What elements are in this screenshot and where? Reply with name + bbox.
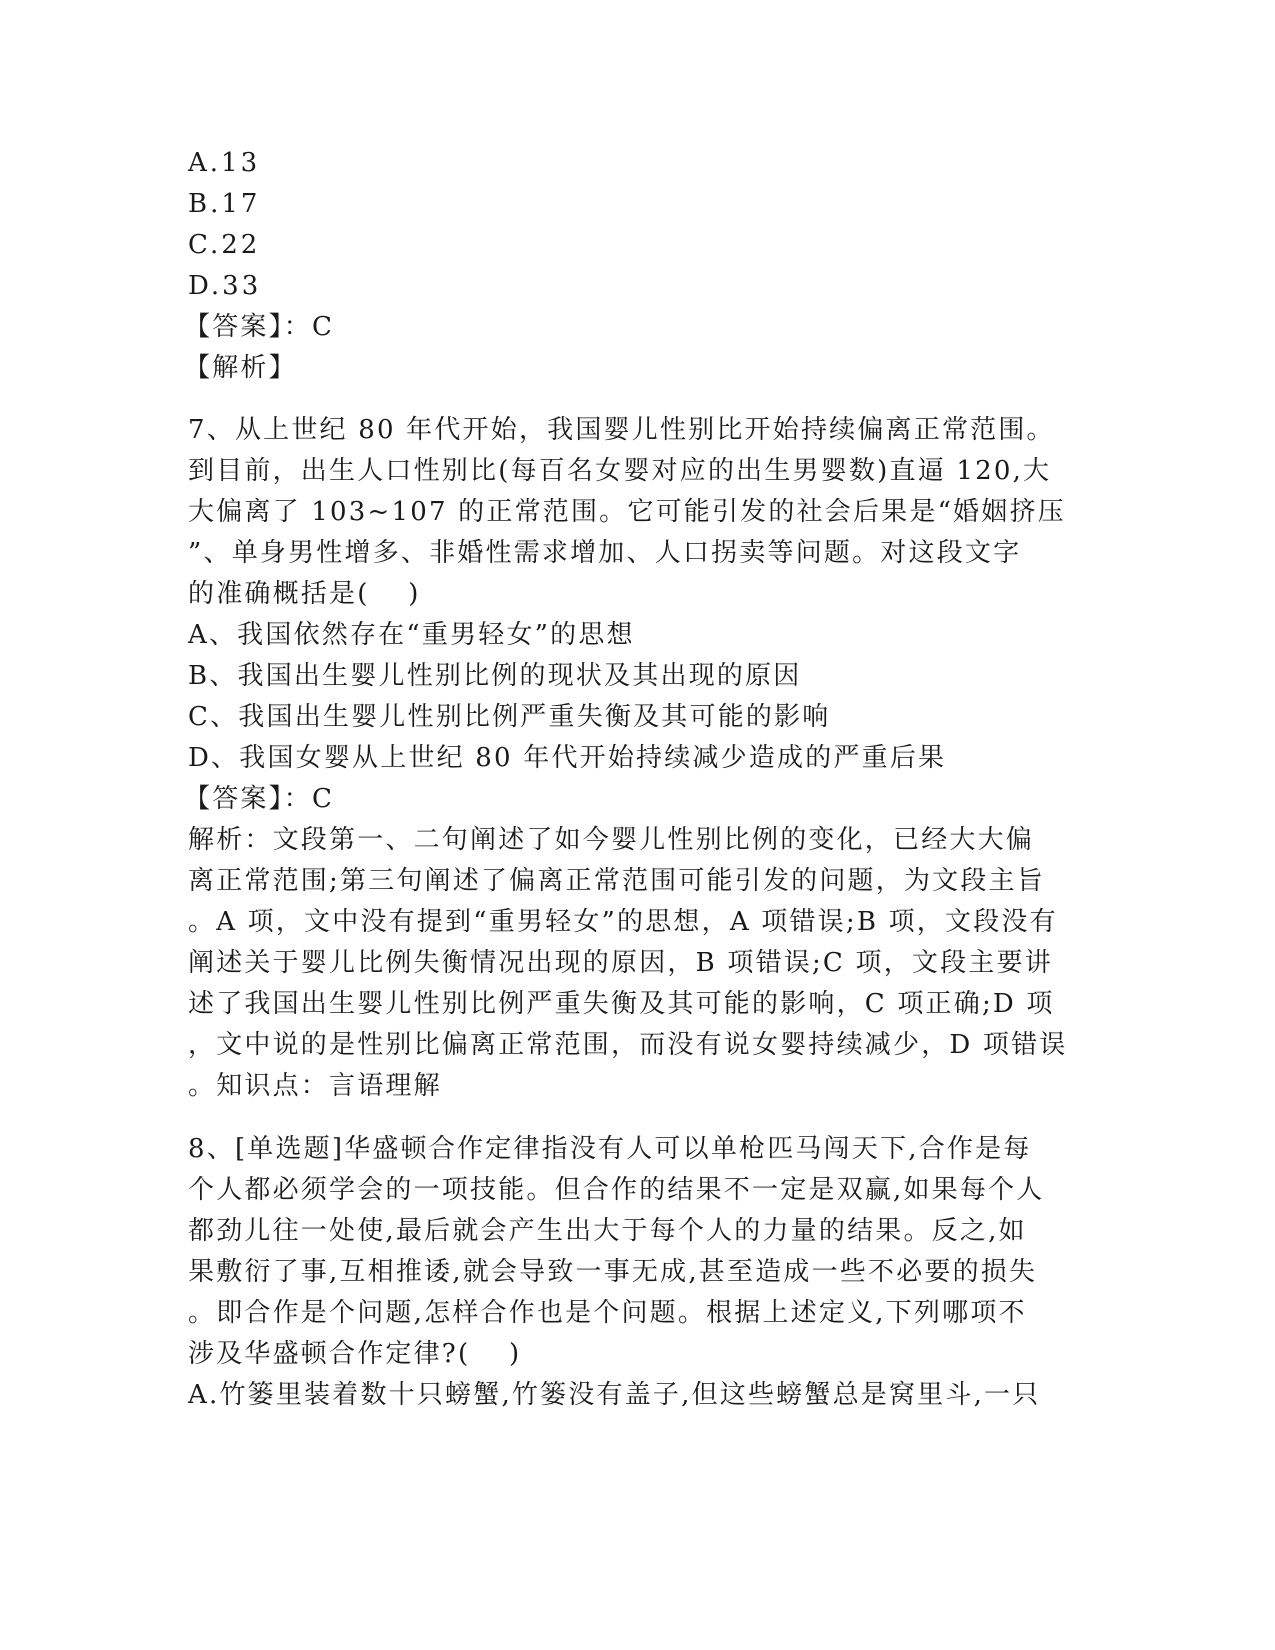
q7-analysis-line: 述了我国出生婴儿性别比例严重失衡及其可能的影响，C 项正确;D 项 bbox=[188, 989, 1055, 1019]
q7-option-c: C、我国出生婴儿性别比例严重失衡及其可能的影响 bbox=[188, 702, 831, 732]
q7-analysis-line: 阐述关于婴儿比例失衡情况出现的原因，B 项错误;C 项，文段主要讲 bbox=[188, 948, 1053, 978]
q8-stem-line: 果敷衍了事,互相推诿,就会导致一事无成,甚至造成一些不必要的损失 bbox=[188, 1257, 1038, 1287]
q8-stem-line: 都劲儿往一处使,最后就会产生出大于每个人的力量的结果。反之,如 bbox=[188, 1216, 1027, 1246]
q8-stem-line: 涉及华盛顿合作定律?( ) bbox=[188, 1339, 522, 1369]
q7-stem-line: ”、单身男性增多、非婚性需求增加、人口拐卖等问题。对这段文字 bbox=[188, 538, 1022, 568]
q6-option-b: B.17 bbox=[188, 189, 261, 219]
q8-stem-line: 个人都必须学会的一项技能。但合作的结果不一定是双赢,如果每个人 bbox=[188, 1175, 1045, 1205]
q7-option-b: B、我国出生婴儿性别比例的现状及其出现的原因 bbox=[188, 661, 802, 691]
q6-analysis-label: 【解析】 bbox=[184, 353, 297, 383]
q7-answer: 【答案】：C bbox=[184, 784, 335, 814]
q7-option-a: A、我国依然存在“重男轻女”的思想 bbox=[188, 620, 635, 650]
q7-stem-line: 大偏离了 103~107 的正常范围。它可能引发的社会后果是“婚姻挤压 bbox=[188, 497, 1066, 527]
q7-analysis-line: 。知识点：言语理解 bbox=[188, 1071, 442, 1101]
q8-stem-line: 。即合作是个问题,怎样合作也是个问题。根据上述定义,下列哪项不 bbox=[188, 1298, 1027, 1328]
q6-answer: 【答案】：C bbox=[184, 312, 335, 342]
q6-option-d: D.33 bbox=[188, 271, 262, 301]
q8-option-a: A.竹篓里装着数十只螃蟹,竹篓没有盖子,但这些螃蟹总是窝里斗,一只 bbox=[188, 1380, 1041, 1410]
q8-stem-line: 8、[单选题]华盛顿合作定律指没有人可以单枪匹马闯天下,合作是每 bbox=[188, 1134, 1032, 1164]
q7-analysis-line: 。A 项，文中没有提到“重男轻女”的思想，A 项错误;B 项，文段没有 bbox=[188, 907, 1058, 937]
q7-analysis-line: ，文中说的是性别比偏离正常范围，而没有说女婴持续减少，D 项错误 bbox=[188, 1030, 1068, 1060]
q6-option-a: A.13 bbox=[188, 148, 261, 178]
q7-stem-line: 7、从上世纪 80 年代开始，我国婴儿性别比开始持续偏离正常范围。 bbox=[188, 415, 1055, 445]
q7-analysis-line: 离正常范围;第三句阐述了偏离正常范围可能引发的问题，为文段主旨 bbox=[188, 866, 1045, 896]
q7-stem-line: 的准确概括是( ) bbox=[188, 579, 421, 609]
q6-option-c: C.22 bbox=[188, 230, 261, 260]
q7-option-d: D、我国女婴从上世纪 80 年代开始持续减少造成的严重后果 bbox=[188, 743, 947, 773]
q7-stem-line: 到目前，出生人口性别比(每百名女婴对应的出生男婴数)直逼 120,大 bbox=[188, 456, 1052, 486]
q7-analysis-line: 解析：文段第一、二句阐述了如今婴儿性别比例的变化，已经大大偏 bbox=[188, 825, 1035, 855]
